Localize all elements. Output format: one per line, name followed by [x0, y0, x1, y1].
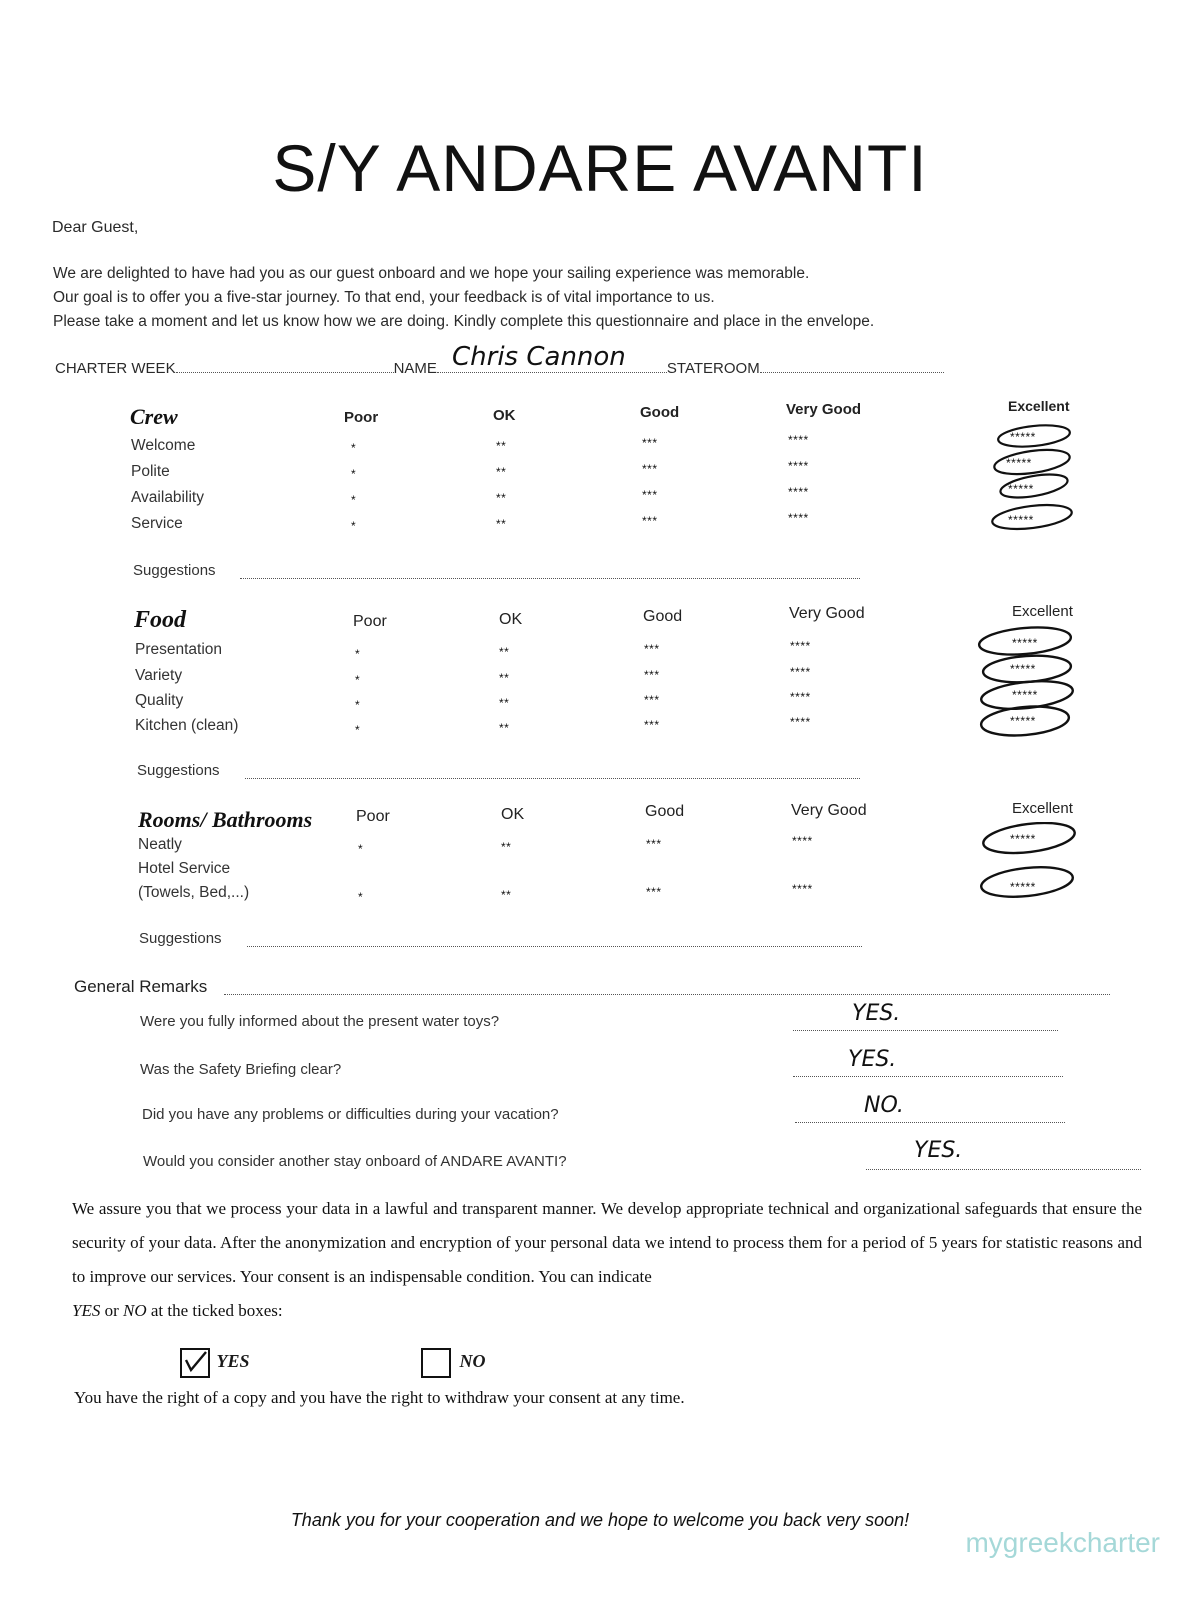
answer-handwritten: YES.: [914, 1138, 963, 1163]
stars-very-good[interactable]: ****: [788, 433, 809, 447]
stars-very-good[interactable]: ****: [792, 882, 813, 896]
stars-very-good[interactable]: ****: [790, 690, 811, 704]
header-good: Good: [643, 608, 683, 625]
stars-ok[interactable]: **: [501, 888, 512, 902]
consent-no-label: NO: [459, 1351, 486, 1372]
stars-excellent[interactable]: *****: [1006, 456, 1032, 470]
consent-no-checkbox[interactable]: [421, 1348, 451, 1378]
stars-poor[interactable]: *: [355, 673, 361, 687]
stars-ok[interactable]: **: [496, 439, 507, 453]
checkmark-icon: [182, 1350, 208, 1376]
header-ok: OK: [501, 806, 525, 823]
closing-message: Thank you for your cooperation and we hope to welcome you back very soon!: [290, 1510, 910, 1530]
intro-paragraph: [53, 262, 874, 334]
stars-ok[interactable]: **: [499, 696, 510, 710]
stars-poor[interactable]: *: [351, 467, 357, 481]
food-item: Quality: [135, 692, 184, 709]
stars-very-good[interactable]: ****: [788, 485, 809, 499]
answer-handwritten: YES.: [852, 1001, 901, 1026]
stars-good[interactable]: ***: [642, 488, 658, 502]
stars-poor[interactable]: *: [355, 647, 361, 661]
crew-item: Availability: [131, 489, 204, 506]
consent-yes-option[interactable]: [180, 1348, 249, 1378]
question-text: Did you have any problems or difficulties during your vacation?: [142, 1106, 559, 1123]
stars-poor[interactable]: *: [351, 493, 357, 507]
name-handwritten: Chris Cannon: [452, 342, 626, 372]
stars-very-good[interactable]: ****: [792, 834, 813, 848]
crew-item: Welcome: [131, 437, 196, 454]
header-very-good: Very Good: [791, 802, 867, 819]
food-item: Presentation: [135, 641, 223, 658]
stars-very-good[interactable]: ****: [790, 665, 811, 679]
charter-week-field[interactable]: [176, 360, 394, 373]
stars-excellent[interactable]: *****: [1010, 430, 1036, 444]
stars-ok[interactable]: **: [496, 465, 507, 479]
stars-poor[interactable]: *: [351, 519, 357, 533]
charter-week-label: CHARTER WEEK: [55, 360, 176, 377]
rooms-item: Neatly: [138, 836, 182, 853]
question-text: Was the Safety Briefing clear?: [140, 1061, 342, 1078]
general-remarks-label: General Remarks: [74, 977, 208, 996]
stars-very-good[interactable]: ****: [790, 639, 811, 653]
answer-field[interactable]: [793, 1018, 1058, 1031]
name-label: NAME: [393, 360, 437, 377]
answer-handwritten: NO.: [864, 1093, 904, 1118]
stars-good[interactable]: ***: [646, 885, 662, 899]
header-excellent: Excellent: [1008, 398, 1070, 414]
header-ok: OK: [493, 407, 516, 424]
no-word: NO: [123, 1301, 147, 1320]
stars-ok[interactable]: **: [499, 645, 510, 659]
or-word: or: [104, 1301, 119, 1320]
section-title-rooms: Rooms/ Bathrooms: [138, 807, 313, 832]
question-text: Were you fully informed about the present water toys?: [140, 1013, 500, 1030]
stars-poor[interactable]: *: [355, 698, 361, 712]
data-consent-paragraph: [72, 1192, 1142, 1328]
stars-good[interactable]: ***: [642, 462, 658, 476]
selection-circles-crew: [990, 420, 1080, 540]
stars-excellent[interactable]: *****: [1010, 714, 1036, 728]
stateroom-field[interactable]: [760, 360, 944, 373]
header-poor: Poor: [353, 613, 387, 630]
crew-item: Service: [131, 515, 183, 532]
suggestions-label: Suggestions: [133, 562, 216, 579]
stars-good[interactable]: ***: [646, 837, 662, 851]
header-very-good: Very Good: [786, 401, 862, 418]
stars-excellent[interactable]: *****: [1010, 662, 1036, 676]
form-title: S/Y ANDARE AVANTI: [272, 131, 928, 205]
consent-text: We assure you that we process your data in a lawful and transparent manner. We develop appropriate technical and organizational safeguards that ensure the security of your data. After the anonymization and encryption of your personal data we intend to process them for a period of 5 years for statistic reasons and to improve our services. Your consent is an indispensable condition. You can indicate: [72, 1199, 1142, 1286]
suggestions-label: Suggestions: [137, 762, 220, 779]
suggestions-field[interactable]: [247, 934, 862, 947]
stars-ok[interactable]: **: [499, 721, 510, 735]
header-very-good: Very Good: [789, 605, 865, 622]
consent-tail: at the ticked boxes:: [150, 1301, 283, 1320]
stars-very-good[interactable]: ****: [788, 511, 809, 525]
answer-field[interactable]: [866, 1157, 1141, 1170]
greeting: Dear Guest,: [52, 219, 139, 236]
section-title-food: Food: [134, 607, 187, 633]
intro-line: Please take a moment and let us know how we are doing. Kindly complete this questionnaire and place in the envelope.: [53, 313, 875, 330]
selection-circles-food: [975, 625, 1085, 755]
stars-poor[interactable]: *: [358, 842, 364, 856]
stars-good[interactable]: ***: [644, 693, 660, 707]
consent-no-option[interactable]: [421, 1348, 485, 1378]
rights-statement: You have the right of a copy and you have the right to withdraw your consent at any time.: [74, 1388, 685, 1407]
answer-handwritten: YES.: [848, 1047, 897, 1072]
selection-circles-rooms: [975, 822, 1085, 912]
yes-word: YES: [72, 1301, 101, 1320]
header-poor: Poor: [356, 808, 390, 825]
consent-yes-checkbox[interactable]: [180, 1348, 210, 1378]
consent-yes-label: YES: [216, 1351, 250, 1372]
rooms-item: (Towels, Bed,...): [138, 884, 250, 901]
food-item: Kitchen (clean): [135, 717, 239, 734]
intro-line: We are delighted to have had you as our guest onboard and we hope your sailing experience was memorable.: [53, 265, 810, 282]
suggestions-field[interactable]: [245, 766, 860, 779]
stars-ok[interactable]: **: [496, 491, 507, 505]
stars-excellent[interactable]: *****: [1010, 832, 1036, 846]
stars-excellent[interactable]: *****: [1010, 880, 1036, 894]
stars-very-good[interactable]: ****: [788, 459, 809, 473]
header-ok: OK: [499, 611, 523, 628]
stars-excellent[interactable]: *****: [1008, 482, 1034, 496]
stars-poor[interactable]: *: [355, 723, 361, 737]
food-item: Variety: [135, 667, 183, 684]
stars-good[interactable]: ***: [644, 668, 660, 682]
stars-ok[interactable]: **: [496, 517, 507, 531]
rooms-item: Hotel Service: [138, 860, 231, 877]
stars-good[interactable]: ***: [642, 514, 658, 528]
answer-field[interactable]: [793, 1064, 1063, 1077]
watermark-logo: mygreekcharter: [965, 1527, 1160, 1558]
stars-good[interactable]: ***: [642, 436, 658, 450]
header-good: Good: [645, 803, 685, 820]
intro-line: Our goal is to offer you a five-star journey. To that end, your feedback is of vital importance to us.: [53, 289, 715, 306]
stateroom-label: STATEROOM: [666, 360, 760, 377]
stars-excellent[interactable]: *****: [1012, 636, 1038, 650]
suggestions-field[interactable]: [240, 566, 860, 579]
section-title-crew: Crew: [130, 404, 178, 429]
question-text: Would you consider another stay onboard of ANDARE AVANTI?: [143, 1153, 567, 1170]
stars-good[interactable]: ***: [644, 642, 660, 656]
stars-ok[interactable]: **: [499, 671, 510, 685]
general-remarks-field[interactable]: [224, 982, 1110, 995]
header-excellent: Excellent: [1012, 800, 1073, 817]
stars-ok[interactable]: **: [501, 840, 512, 854]
answer-field[interactable]: [795, 1110, 1065, 1123]
stars-excellent[interactable]: *****: [1012, 688, 1038, 702]
suggestions-label: Suggestions: [139, 930, 222, 947]
header-excellent: Excellent: [1012, 603, 1073, 620]
stars-very-good[interactable]: ****: [790, 715, 811, 729]
crew-item: Polite: [131, 463, 170, 480]
stars-poor[interactable]: *: [358, 890, 364, 904]
stars-poor[interactable]: *: [351, 441, 357, 455]
stars-excellent[interactable]: *****: [1008, 513, 1034, 527]
stars-good[interactable]: ***: [644, 718, 660, 732]
header-good: Good: [640, 404, 680, 421]
header-poor: Poor: [344, 409, 379, 426]
